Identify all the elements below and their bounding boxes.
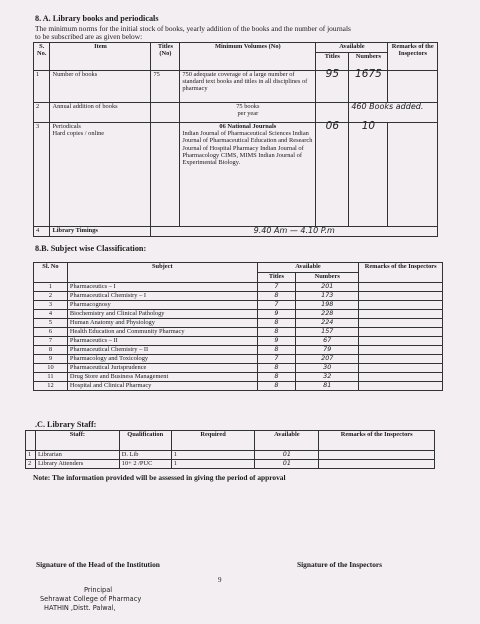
col-item: Item [50,43,151,71]
library-staff-table [25,430,435,469]
col-subject: Subject [67,263,257,283]
section-c-heading: .C. Library Staff: [35,420,97,429]
handwritten-value: 06 [316,123,349,227]
col-sno: S. No. [34,43,50,71]
col-numbers: Numbers [296,273,359,283]
col-available: Available [316,43,388,53]
handwritten-value: 1675 [349,71,388,103]
head-signature-label: Signature of the Head of the Institution [36,560,160,569]
page-number: 9 [218,576,222,584]
table-row: 9 Pharmacology and Toxicology 7 207 [34,355,443,364]
col-avail-titles: Titles [316,53,349,71]
table-row: 4 Biochemistry and Clinical Pathology 9 228 [34,310,443,319]
col-staff: Staff: [35,431,119,451]
table-row: 2 Annual addition of books 75 books per year 460 Books added. [34,103,438,123]
table-row: 8 Pharmaceutical Chemistry – II 8 79 [34,346,443,355]
table-row: 11 Drug Store and Business Management 8 32 [34,373,443,382]
section-a-heading: 8. A. Library books and periodicals [35,14,159,23]
table-row: 3 Periodicals Hard copies / online 06 National Journals Indian Journal of Pharmaceutical Sciences Indian Journal of Pharmaceutical Education and Research Journal of Hospital Pharmacy Indian Journal of Pharmacology CIMS, MIMS Indian Journal of Experimental Biology. 06 10 [34,123,438,227]
table-row: 12 Hospital and Clinical Pharmacy 8 81 [34,382,443,391]
table-row: 7 Pharmaceutics – II 9 67 [34,337,443,346]
handwritten-value: 95 [316,71,349,103]
table-row: 3 Pharmacognosy 7 198 [34,301,443,310]
handwritten-value: 10 [349,123,388,227]
col-remarks: Remarks of the Inspectors [388,43,438,71]
table-row: 1 Number of books 75 750 adequate coverage of a large number of standard text books and titles in all disciplines of pharmacy 95 1675 [34,71,438,103]
col-qualification: Qualification [119,431,171,451]
inspectors-signature-label: Signature of the Inspectors [297,560,383,569]
table-row: 2 Pharmaceutical Chemistry – I 8 173 [34,292,443,301]
table-row: 4 Library Timings 9.40 Am — 4.10 P.m [34,227,438,237]
principal-stamp: Principal Sehrawat College of Pharmacy HATHIN ,Distt. Palwal, [40,586,142,612]
table-row: 2 Library Attenders 10+ 2 /PUC 1 01 [26,460,435,469]
col-available: Available [255,431,319,451]
table-row: 5 Human Anatomy and Physiology 8 224 [34,319,443,328]
col-min-volumes: Minimum Volumes (No) [180,43,316,71]
col-remarks: Remarks of the Inspectors [359,263,443,283]
table-row: 1 Librarian D. Lib 1 01 [26,451,435,460]
library-books-table [33,42,438,237]
col-slno: Sl. No [34,263,68,283]
subject-classification-table [33,262,443,391]
section-a-intro-2: to be subscribed are as given below: [35,32,143,41]
col-required: Required [171,431,255,451]
table-row: 10 Pharmaceutical Jurisprudence 8 30 [34,364,443,373]
col-titles: Titles [257,273,295,283]
approval-note: Note: The information provided will be assessed in giving the period of approval [33,473,286,482]
col-remarks: Remarks of the Inspectors [319,431,435,451]
col-avail-numbers: Numbers [349,53,388,71]
handwritten-timings: 9.40 Am — 4.10 P.m [151,227,438,237]
section-b-heading: 8.B. Subject wise Classification: [35,244,147,253]
col-available: Available [257,263,359,273]
handwritten-note: 460 Books added. [349,103,438,123]
col-titles: Titles (No) [151,43,180,71]
table-row: 1 Pharmaceutics – I 7 201 [34,283,443,292]
table-row: 6 Health Education and Community Pharmacy 8 157 [34,328,443,337]
section-a-intro-1: The minimum norms for the initial stock of books, yearly addition of the books and the number of journals [35,24,351,33]
